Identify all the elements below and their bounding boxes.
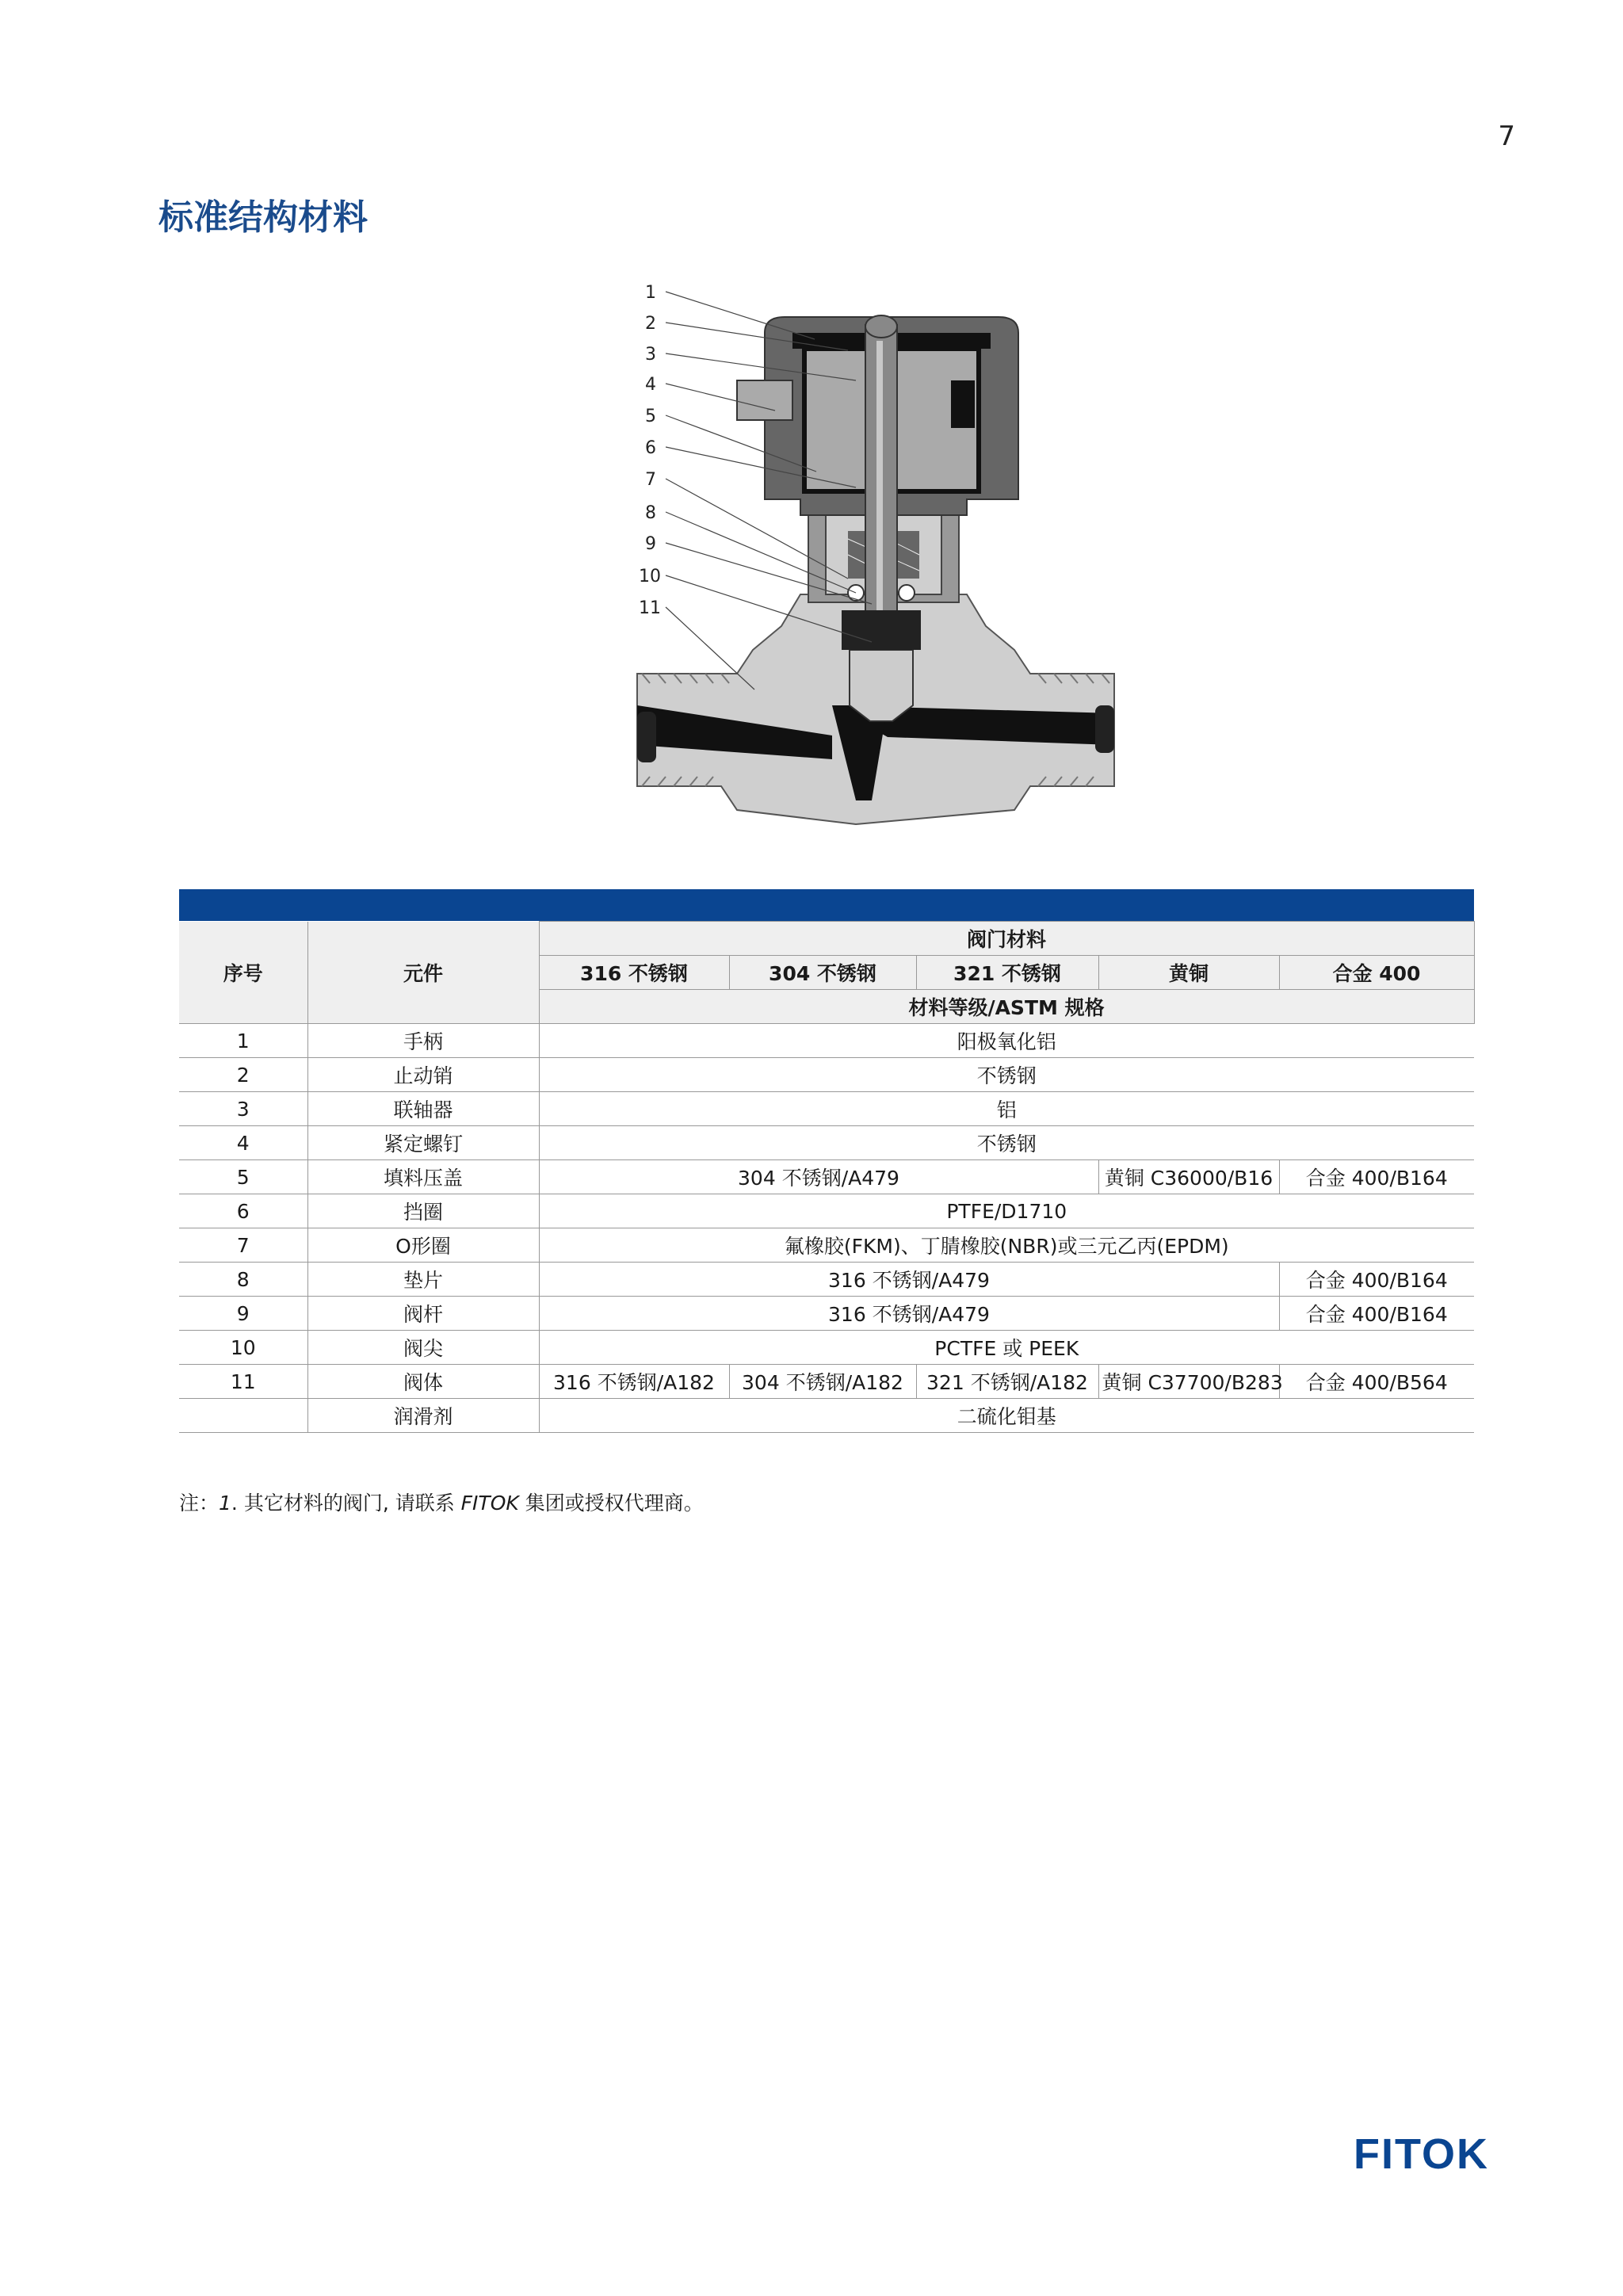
table-header-bar [179,889,1474,921]
row-number: 11 [179,1365,307,1399]
callout-3: 3 [645,345,656,365]
callout-9: 9 [645,534,656,554]
component-name: 填料压盖 [307,1160,539,1194]
valve-material-header: 阀门材料 [539,922,1474,956]
material-321-header: 321 不锈钢 [916,956,1098,990]
valve-cross-section-diagram [618,277,1125,832]
table-row [179,1126,1474,1160]
row-number: 8 [179,1263,307,1297]
component-name: 紧定螺钉 [307,1126,539,1160]
material-cell: PTFE/D1710 [539,1194,1474,1228]
callout-8: 8 [645,503,656,523]
material-cell: 铝 [539,1092,1474,1126]
fitok-logo [1354,2130,1520,2175]
material-cell: 氟橡胶(FKM)、丁腈橡胶(NBR)或三元乙丙(EPDM) [539,1228,1474,1263]
material-cell: 二硫化钼基 [539,1399,1474,1433]
table-row [179,1228,1474,1263]
material-cell: 不锈钢 [539,1058,1474,1092]
table-row [179,1194,1474,1228]
component-name: 手柄 [307,1024,539,1058]
row-number: 6 [179,1194,307,1228]
material-cell: 316 不锈钢/A479 [539,1297,1279,1331]
material-cell: 黄铜 C36000/B16 [1098,1160,1279,1194]
footnote [179,1488,704,1516]
material-cell: 304 不锈钢/A182 [729,1365,916,1399]
callout-7: 7 [645,470,656,490]
row-number [179,1399,307,1433]
material-cell: 321 不锈钢/A182 [916,1365,1098,1399]
callout-1: 1 [645,283,656,303]
component-name: 联轴器 [307,1092,539,1126]
col-seq-header: 序号 [179,922,307,1024]
material-cell: 阳极氧化铝 [539,1024,1474,1058]
table-row [179,1092,1474,1126]
materials-table-wrapper [179,889,1474,1433]
material-cell: 304 不锈钢/A479 [539,1160,1098,1194]
table-row [179,1297,1474,1331]
note-text-after: 集团或授权代理商。 [518,1492,704,1515]
table-row [179,1058,1474,1092]
col-component-header: 元件 [307,922,539,1024]
note-text-before: . 其它材料的阀门, 请联系 [231,1492,461,1515]
component-name: 止动销 [307,1058,539,1092]
material-cell: 不锈钢 [539,1126,1474,1160]
material-cell: 合金 400/B164 [1279,1160,1474,1194]
material-alloy400-header: 合金 400 [1279,956,1474,990]
material-cell: PCTFE 或 PEEK [539,1331,1474,1365]
row-number: 3 [179,1092,307,1126]
materials-table [179,921,1475,1433]
page-number: 7 [1498,120,1515,152]
row-number: 1 [179,1024,307,1058]
table-row [179,1160,1474,1194]
row-number: 9 [179,1297,307,1331]
material-cell: 316 不锈钢/A182 [539,1365,729,1399]
svg-text:FITOK: FITOK [1354,2130,1489,2175]
callout-11: 11 [639,598,661,618]
row-number: 5 [179,1160,307,1194]
material-cell: 黄铜 C37700/B283 [1098,1365,1279,1399]
row-number: 4 [179,1126,307,1160]
component-name: 垫片 [307,1263,539,1297]
component-name: O形圈 [307,1228,539,1263]
component-name: 润滑剂 [307,1399,539,1433]
component-name: 挡圈 [307,1194,539,1228]
callout-10: 10 [639,567,661,586]
material-316-header: 316 不锈钢 [539,956,729,990]
row-number: 7 [179,1228,307,1263]
material-cell: 合金 400/B564 [1279,1365,1474,1399]
table-row [179,1331,1474,1365]
table-row [179,1399,1474,1433]
note-index: 1 [219,1492,231,1515]
table-row [179,1263,1474,1297]
table-row [179,1365,1474,1399]
material-cell: 合金 400/B164 [1279,1263,1474,1297]
note-brand: FITOK [460,1492,519,1515]
callout-6: 6 [645,438,656,458]
table-row [179,1024,1474,1058]
page-title: 标准结构材料 [158,197,368,238]
material-cell: 合金 400/B164 [1279,1297,1474,1331]
material-cell: 316 不锈钢/A479 [539,1263,1279,1297]
component-name: 阀杆 [307,1297,539,1331]
grade-header: 材料等级/ASTM 规格 [539,990,1474,1024]
component-name: 阀体 [307,1365,539,1399]
row-number: 10 [179,1331,307,1365]
component-name: 阀尖 [307,1331,539,1365]
callout-2: 2 [645,314,656,334]
callout-4: 4 [645,375,656,395]
row-number: 2 [179,1058,307,1092]
note-prefix: 注： [179,1492,220,1515]
material-304-header: 304 不锈钢 [729,956,916,990]
material-brass-header: 黄铜 [1098,956,1279,990]
callout-5: 5 [645,407,656,426]
